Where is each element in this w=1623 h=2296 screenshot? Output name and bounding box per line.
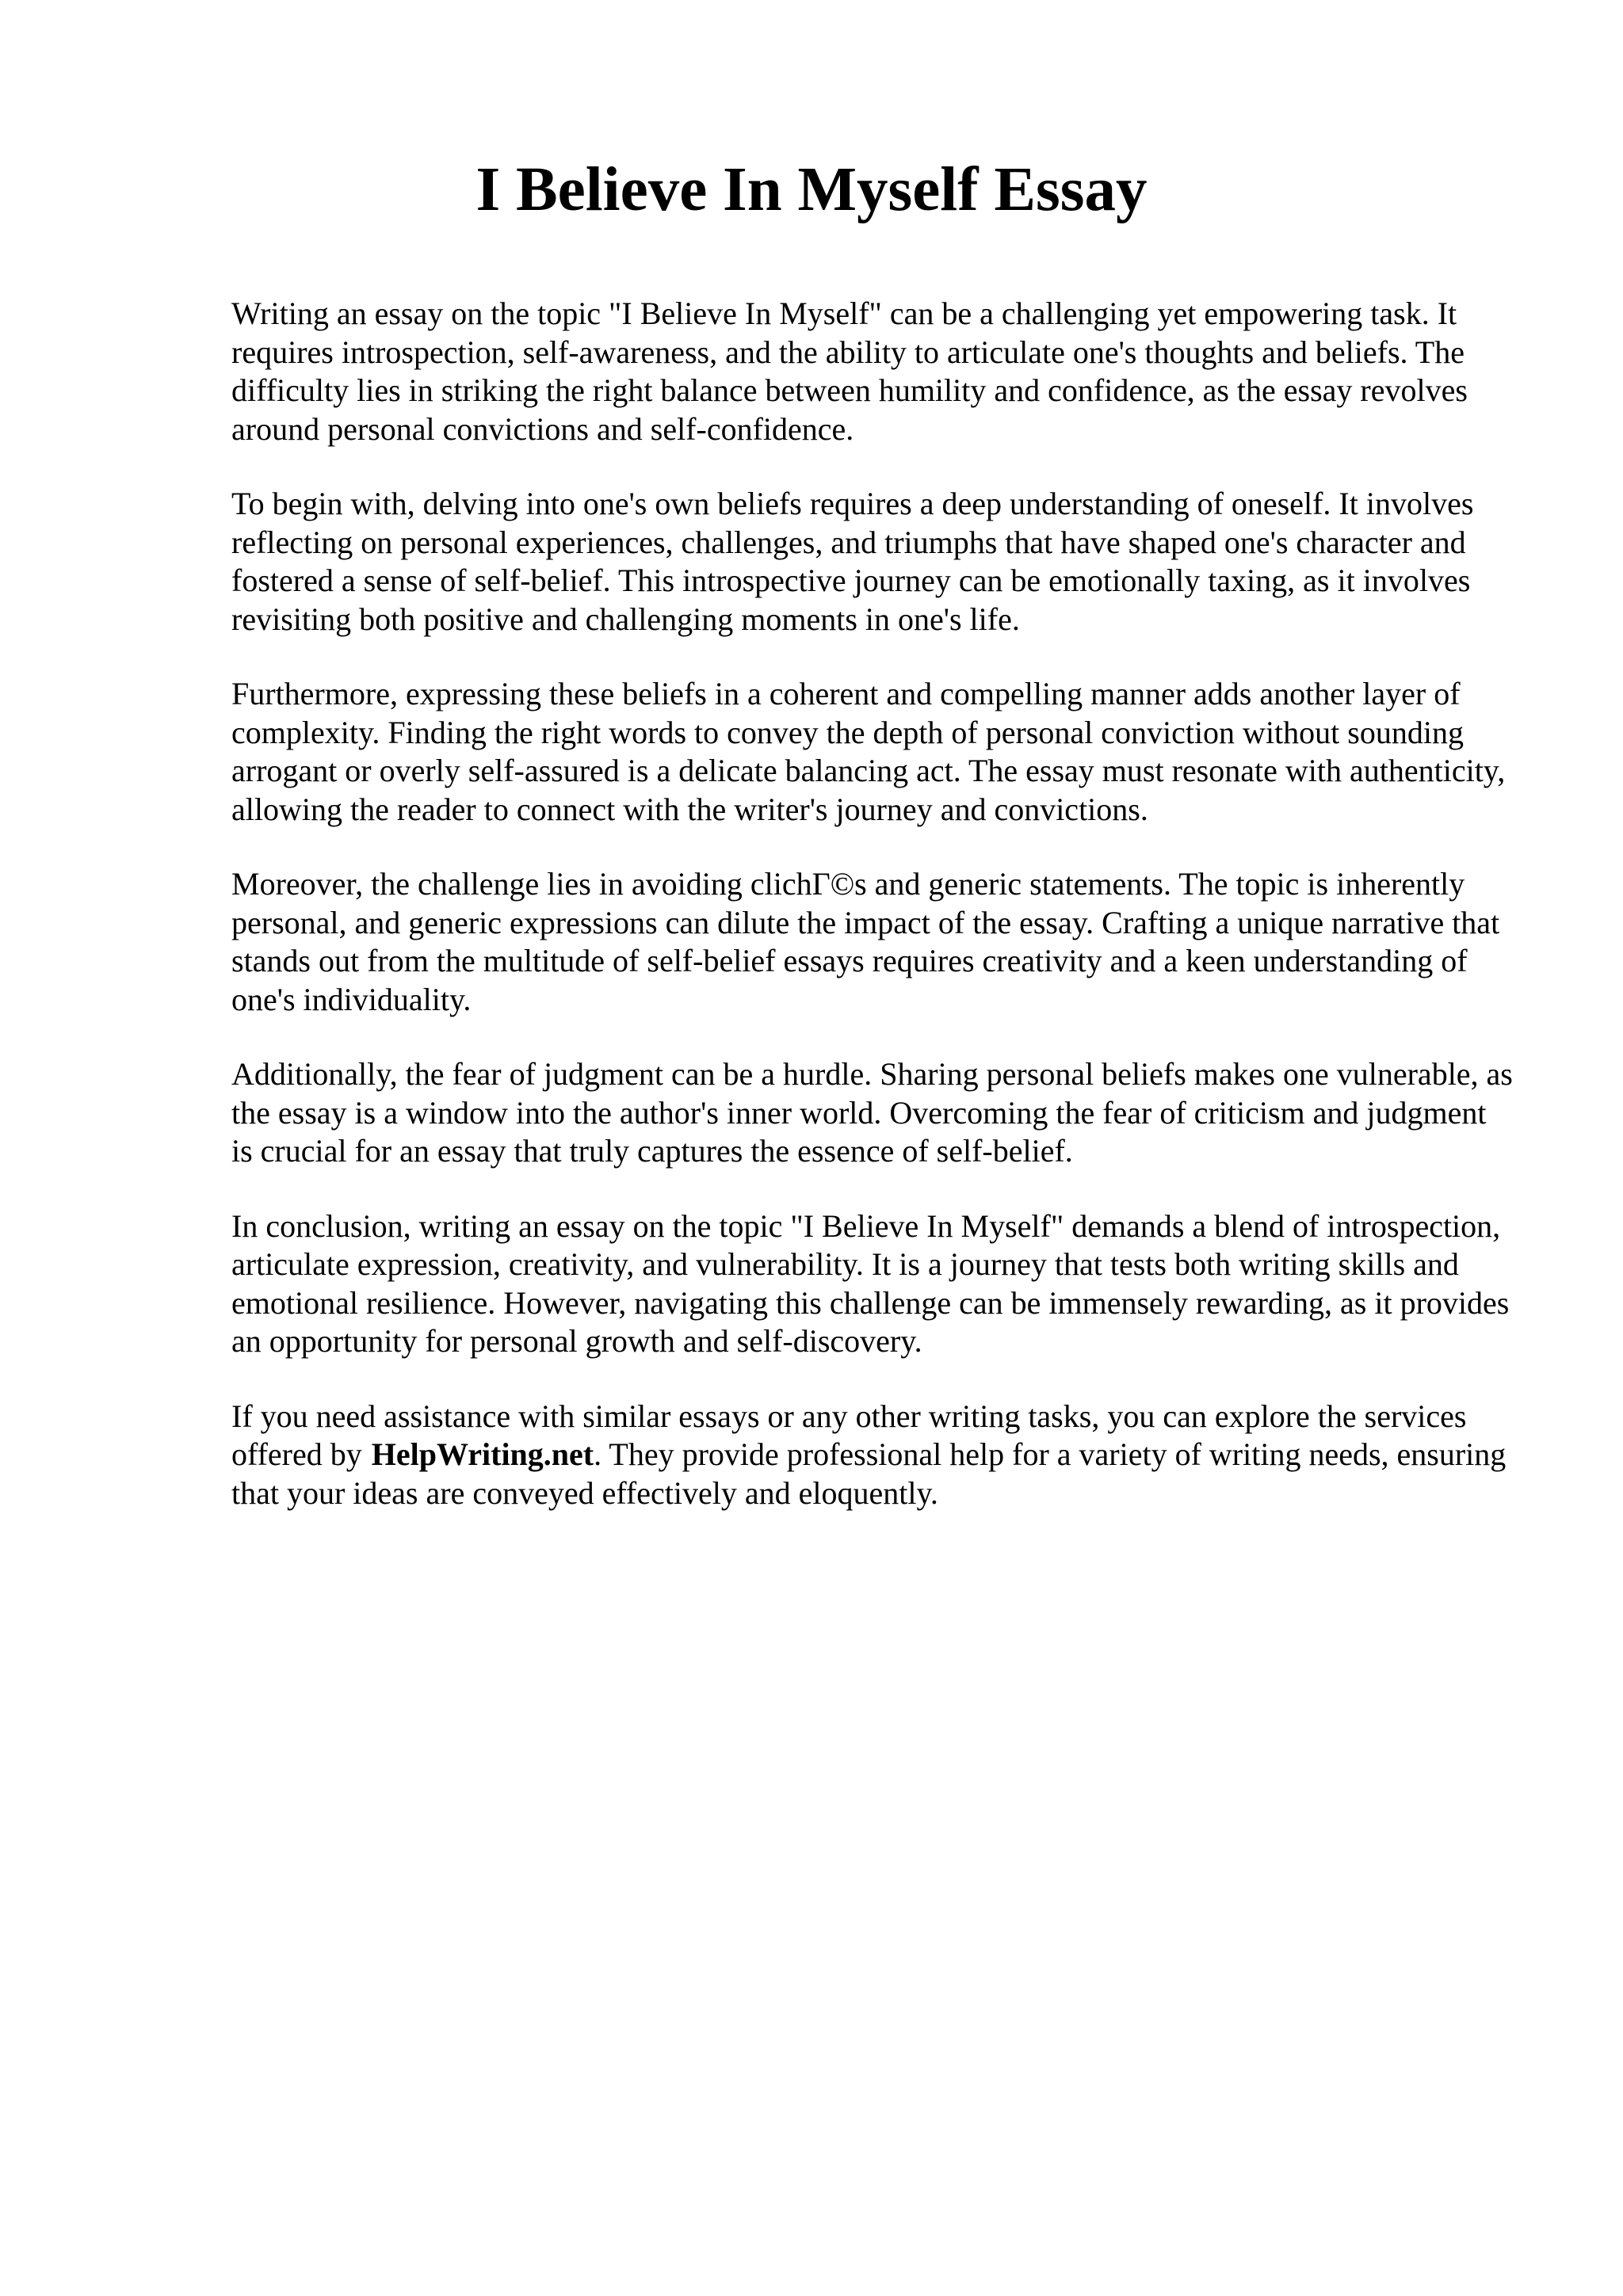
closing-text-before: If you need assistance with similar essays or any other writing tasks, you can explore the services offered by [231,1398,1467,1472]
paragraph-expression: Furthermore, expressing these beliefs in a coherent and compelling manner adds another layer of complexity. Finding the right words to convey the depth of personal conviction without sounding arrogant or overly self-assured is a delicate balancing act. The essay must resonate with authenticity, allowing the reader to connect with the writer's journey and convictions. [231,676,1506,827]
paragraph-closing [231,1398,1515,1513]
essay-body [231,295,1515,1549]
page-title: I Believe In Myself Essay [475,155,1148,224]
paragraph-cliches: Moreover, the challenge lies in avoiding clichГ©s and generic statements. The topic is inherently personal, and generic expressions can dilute the impact of the essay. Crafting a unique narrative that stands out from the multitude of self-belief essays requires creativity and a keen understanding of one's individuality. [231,866,1500,1017]
paragraph-beliefs: To begin with, delving into one's own beliefs requires a deep understanding of oneself. It involves reflecting on personal experiences, challenges, and triumphs that have shaped one's character and fostered a sense of self-belief. This introspective journey can be emotionally taxing, as it involves revisiting both positive and challenging moments in one's life. [231,486,1474,637]
paragraph-conclusion: In conclusion, writing an essay on the topic "I Believe In Myself" demands a blend of introspection, articulate expression, creativity, and vulnerability. It is a journey that tests both writing skills and emotional resilience. However, navigating this challenge can be immensely rewarding, as it provides an opportunity for personal growth and self-discovery. [231,1207,1510,1359]
paragraph-intro: Writing an essay on the topic "I Believe In Myself" can be a challenging yet empowering task. It requires introspection, self-awareness, and the ability to articulate one's thoughts and beliefs. The difficulty lies in striking the right balance between humility and confidence, as the essay revolves around personal convictions and self-confidence. [231,296,1468,447]
closing-text-after: . They provide professional help for a variety of writing needs, ensuring that your ideas are conveyed effectively and eloquently. [231,1436,1507,1511]
helpwriting-link[interactable]: HelpWriting.net [371,1436,594,1472]
paragraph-judgment: Additionally, the fear of judgment can be a hurdle. Sharing personal beliefs makes one vulnerable, as the essay is a window into the author's inner world. Overcoming the fear of criticism and judgment is crucial for an essay that truly captures the essence of self-belief. [231,1056,1513,1169]
